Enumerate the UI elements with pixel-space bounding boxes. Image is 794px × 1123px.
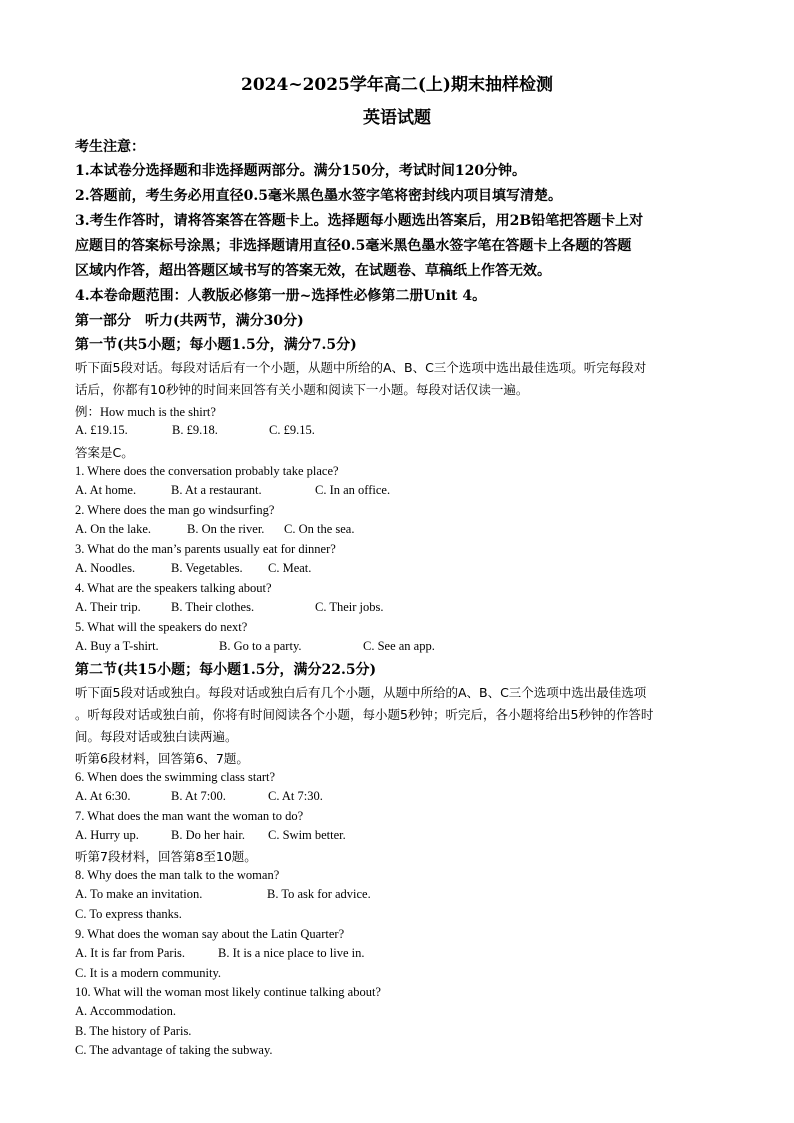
option-a: A. To make an invitation.: [75, 887, 203, 901]
question-2: 2. Where does the man go windsurfing?: [75, 503, 275, 517]
option-a: A. On the lake.: [75, 522, 152, 536]
question-9-options: [75, 946, 725, 961]
option-b: B. Vegetables.: [171, 561, 243, 575]
section2-instruction: 间。每段对话或独白读两遍。: [75, 729, 238, 744]
question-7: 7. What does the man want the woman to do?: [75, 809, 304, 823]
question-5: 5. What will the speakers do next?: [75, 620, 248, 634]
option-b: B. At a restaurant.: [171, 483, 262, 497]
question-9-option-c: C. It is a modern community.: [75, 966, 222, 980]
question-6-options: [75, 789, 725, 804]
option-a: A. Noodles.: [75, 561, 136, 575]
example-options: [75, 423, 725, 438]
section2-heading: 第二节(共15小题；每小题1.5分，满分22.5分): [75, 662, 377, 678]
section1-heading: 第一节(共5小题；每小题1.5分，满分7.5分): [75, 337, 357, 353]
question-8-option-c: C. To express thanks.: [75, 907, 182, 921]
question-2-options: [75, 522, 725, 537]
option-c: C. Their jobs.: [315, 600, 384, 614]
option-b: B. Their clothes.: [171, 600, 255, 614]
question-10-option-b: B. The history of Paris.: [75, 1024, 192, 1038]
option-c: C. On the sea.: [284, 522, 355, 536]
option-b: B. Go to a party.: [219, 639, 302, 653]
question-6: 6. When does the swimming class start?: [75, 770, 276, 784]
question-5-options: [75, 639, 725, 654]
option-a: A. Their trip.: [75, 600, 141, 614]
question-8-options: [75, 887, 725, 902]
option-a: A. Hurry up.: [75, 828, 139, 842]
option-c: C. At 7:30.: [268, 789, 323, 803]
notice-item: 3.考生作答时，请将答案答在答题卡上。选择题每小题选出答案后，用2B铅笔把答题卡上对: [75, 213, 644, 229]
material-7-note: 听第7段材料，回答第8至10题。: [75, 849, 257, 864]
option-a: A. £19.15.: [75, 423, 128, 437]
option-c: C. In an office.: [315, 483, 391, 497]
question-7-options: [75, 828, 725, 843]
exam-subtitle: 英语试题: [363, 108, 431, 128]
section1-instruction: 听下面5段对话。每段对话后有一个小题，从题中所给的A、B、C三个选项中选出最佳选项。听完每段对: [75, 360, 647, 375]
question-1-options: [75, 483, 725, 498]
question-8: 8. Why does the man talk to the woman?: [75, 868, 280, 882]
option-a: A. It is far from Paris.: [75, 946, 186, 960]
option-b: B. To ask for advice.: [267, 887, 371, 901]
question-10: 10. What will the woman most likely continue talking about?: [75, 985, 381, 999]
option-a: A. Buy a T-shirt.: [75, 639, 159, 653]
option-b: B. Do her hair.: [171, 828, 245, 842]
notice-item: 2.答题前，考生务必用直径0.5毫米黑色墨水签字笔将密封线内项目填写清楚。: [75, 188, 562, 204]
option-b: B. £9.18.: [172, 423, 218, 437]
section1-instruction: 话后，你都有10秒钟的时间来回答有关小题和阅读下一小题。每段对话仅读一遍。: [75, 382, 529, 397]
option-a: A. At home.: [75, 483, 137, 497]
question-9: 9. What does the woman say about the Latin Quarter?: [75, 927, 345, 941]
notice-item: 应题目的答案标号涂黑；非选择题请用直径0.5毫米黑色墨水签字笔在答题卡上各题的答题: [75, 238, 632, 254]
example-answer: 答案是C。: [75, 445, 134, 460]
option-c: C. Meat.: [268, 561, 312, 575]
option-c: C. See an app.: [363, 639, 435, 653]
option-c: C. £9.15.: [269, 423, 315, 437]
option-b: B. It is a nice place to live in.: [218, 946, 365, 960]
notice-item: 1.本试卷分选择题和非选择题两部分。满分150分，考试时间120分钟。: [75, 163, 527, 179]
exam-title: 2024~2025学年高二(上)期末抽样检测: [241, 75, 553, 95]
notice-item: 4.本卷命题范围：人教版必修第一册~选择性必修第二册Unit 4。: [75, 288, 487, 304]
material-6-note: 听第6段材料，回答第6、7题。: [75, 751, 249, 766]
notice-item: 区域内作答，超出答题区域书写的答案无效，在试题卷、草稿纸上作答无效。: [75, 263, 551, 279]
option-b: B. At 7:00.: [171, 789, 226, 803]
option-b: B. On the river.: [187, 522, 265, 536]
section2-instruction: 听下面5段对话或独白。每段对话或独白后有几个小题，从题中所给的A、B、C三个选项中选出最佳选项: [75, 685, 647, 700]
part1-heading: 第一部分 听力(共两节，满分30分): [75, 313, 304, 329]
option-a: A. At 6:30.: [75, 789, 131, 803]
example-question: 例：How much is the shirt?: [75, 405, 216, 419]
question-3-options: [75, 561, 725, 576]
section2-instruction: 。听每段对话或独白前，你将有时间阅读各个小题，每小题5秒钟；听完后，各小题将给出5秒钟的作答时: [75, 707, 654, 722]
question-10-option-c: C. The advantage of taking the subway.: [75, 1043, 273, 1057]
question-4: 4. What are the speakers talking about?: [75, 581, 272, 595]
option-c: C. Swim better.: [268, 828, 346, 842]
question-1: 1. Where does the conversation probably take place?: [75, 464, 339, 478]
question-4-options: [75, 600, 725, 615]
question-3: 3. What do the man’s parents usually eat for dinner?: [75, 542, 336, 556]
question-10-option-a: A. Accommodation.: [75, 1004, 177, 1018]
notice-heading: 考生注意：: [75, 139, 145, 155]
